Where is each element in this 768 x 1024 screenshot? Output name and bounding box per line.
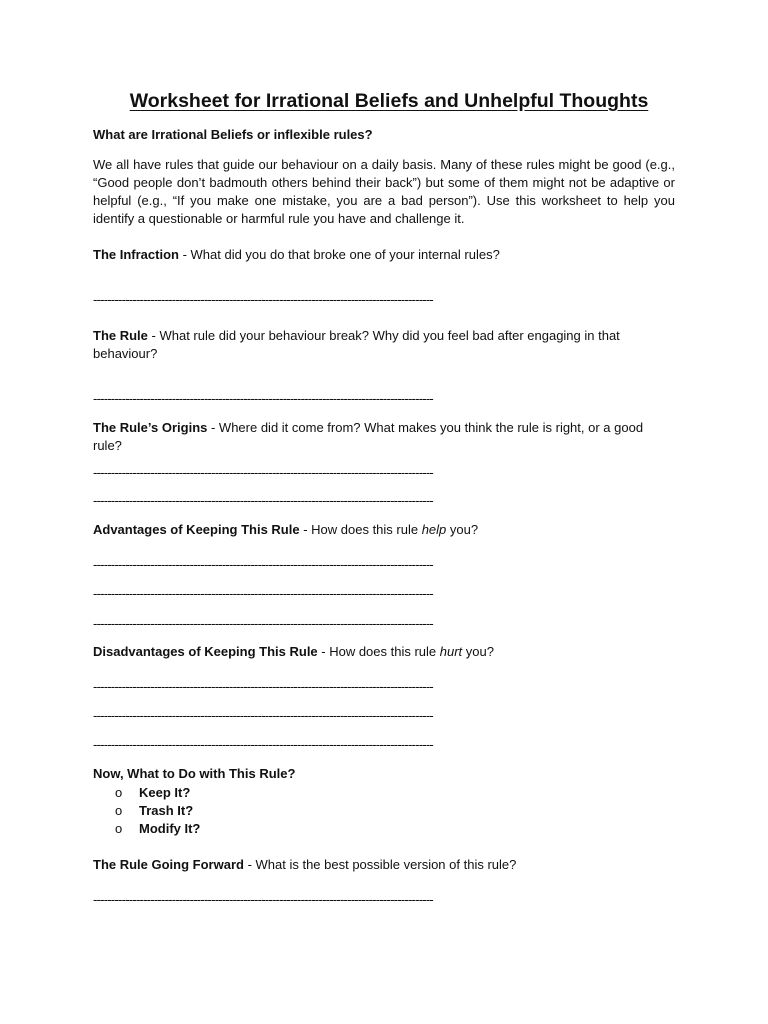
- bullet-icon: o: [115, 821, 123, 836]
- disadvantages-label: Disadvantages of Keeping This Rule: [93, 644, 318, 659]
- rule-question: [93, 327, 675, 363]
- answer-line-advantages-2[interactable]: -----------------------------------------------------------------------------------------------: [93, 586, 434, 601]
- answer-line-infraction-1[interactable]: -----------------------------------------------------------------------------------------------: [93, 292, 434, 307]
- answer-line-rule-1[interactable]: -----------------------------------------------------------------------------------------------: [93, 391, 434, 406]
- advantages-text-before: - How does this rule: [299, 522, 422, 537]
- advantages-emphasis: help: [421, 522, 447, 537]
- answer-line-advantages-1[interactable]: -----------------------------------------------------------------------------------------------: [93, 557, 434, 572]
- forward-label: The Rule Going Forward: [93, 857, 244, 872]
- answer-line-advantages-3[interactable]: -----------------------------------------------------------------------------------------------: [93, 616, 434, 631]
- intro-paragraph: We all have rules that guide our behaviour on a daily basis. Many of these rules might be good (e.g., “Good people don’t badmouth others behind their back”) but some of them might not be adaptive or helpful (e.g., “If you make one mistake, you are a bad person”). Use this worksheet to help you identify a questionable or harmful rule you have and challenge it.: [93, 157, 675, 226]
- advantages-label: Advantages of Keeping This Rule: [93, 522, 300, 537]
- option-label: Trash It?: [139, 803, 194, 818]
- option-label: Keep It?: [139, 785, 191, 800]
- answer-line-disadvantages-2[interactable]: -----------------------------------------------------------------------------------------------: [93, 708, 434, 723]
- page-title: Worksheet for Irrational Beliefs and Unhelpful Thoughts: [129, 90, 649, 112]
- bullet-icon: o: [115, 803, 123, 818]
- options-list: [93, 784, 675, 838]
- origins-label: The Rule’s Origins: [93, 420, 208, 435]
- disadvantages-emphasis: hurt: [439, 644, 463, 659]
- infraction-label: The Infraction: [93, 247, 179, 262]
- advantages-text-after: you?: [446, 522, 479, 537]
- now-what-label: Now, What to Do with This Rule?: [93, 766, 296, 781]
- forward-question: [93, 856, 675, 874]
- forward-text: - What is the best possible version of this rule?: [243, 857, 517, 872]
- origins-text: - Where did it come from? What makes you think the rule is right, or a good rule?: [93, 420, 644, 453]
- worksheet-page: [93, 88, 675, 909]
- disadvantages-question: [93, 643, 675, 661]
- answer-line-disadvantages-1[interactable]: -----------------------------------------------------------------------------------------------: [93, 679, 434, 694]
- answer-line-disadvantages-3[interactable]: -----------------------------------------------------------------------------------------------: [93, 737, 434, 752]
- option-keep[interactable]: [115, 784, 675, 802]
- rule-label: The Rule: [93, 328, 148, 343]
- answer-line-origins-2[interactable]: -----------------------------------------------------------------------------------------------: [93, 493, 434, 508]
- infraction-text: - What did you do that broke one of your internal rules?: [178, 247, 500, 262]
- disadvantages-text-before: - How does this rule: [317, 644, 440, 659]
- advantages-question: [93, 521, 675, 539]
- origins-question: [93, 419, 675, 455]
- option-modify[interactable]: [115, 820, 675, 838]
- answer-line-forward-1[interactable]: -----------------------------------------------------------------------------------------------: [93, 892, 434, 907]
- infraction-question: [93, 246, 675, 264]
- bullet-icon: o: [115, 785, 123, 800]
- now-what-question: [93, 765, 675, 783]
- option-trash[interactable]: [115, 802, 675, 820]
- answer-line-origins-1[interactable]: -----------------------------------------------------------------------------------------------: [93, 465, 434, 480]
- rule-text: - What rule did your behaviour break? Why did you feel bad after engaging in that behaviour?: [93, 328, 620, 361]
- intro-heading: What are Irrational Beliefs or inflexible rules?: [93, 127, 373, 142]
- option-label: Modify It?: [139, 821, 201, 836]
- disadvantages-text-after: you?: [462, 644, 494, 659]
